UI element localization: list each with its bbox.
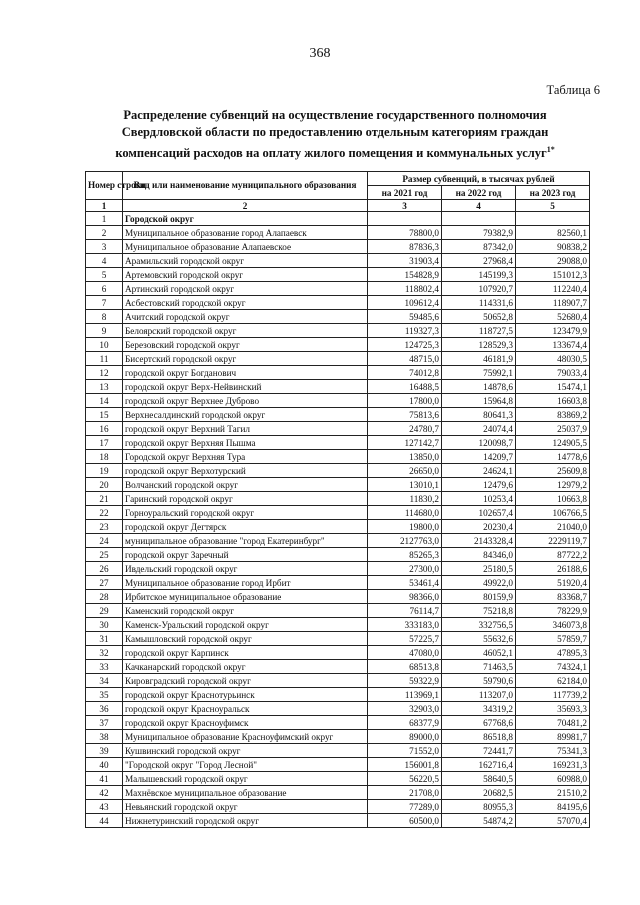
row-number-cell: 2	[86, 226, 123, 240]
row-number-cell: 26	[86, 562, 123, 576]
value-2023-cell: 151012,3	[516, 268, 590, 282]
value-2021-cell: 27300,0	[368, 562, 442, 576]
municipality-name-cell: городской округ Дегтярск	[123, 520, 368, 534]
value-2022-cell: 46052,1	[442, 646, 516, 660]
value-2022-cell: 75992,1	[442, 366, 516, 380]
table-row	[86, 758, 590, 772]
municipality-name-cell: муниципальное образование "город Екатеринбург"	[123, 534, 368, 548]
table-row	[86, 352, 590, 366]
value-2023-cell: 118907,7	[516, 296, 590, 310]
value-2021-cell: 24780,7	[368, 422, 442, 436]
value-2023-cell: 78229,9	[516, 604, 590, 618]
table-row	[86, 240, 590, 254]
value-2023-cell: 57070,4	[516, 814, 590, 828]
value-2021-cell: 75813,6	[368, 408, 442, 422]
value-2023-cell: 16603,8	[516, 394, 590, 408]
value-2022-cell: 12479,6	[442, 478, 516, 492]
value-2023-cell: 87722,2	[516, 548, 590, 562]
table-row	[86, 730, 590, 744]
value-2022-cell: 59790,6	[442, 674, 516, 688]
value-2021-cell: 13850,0	[368, 450, 442, 464]
row-number-cell: 23	[86, 520, 123, 534]
municipality-name-cell: городской округ Верхний Тагил	[123, 422, 368, 436]
value-2022-cell: 102657,4	[442, 506, 516, 520]
table-row	[86, 366, 590, 380]
table-body	[86, 212, 590, 828]
value-2023-cell: 123479,9	[516, 324, 590, 338]
municipality-name-cell: Нижнетуринский городской округ	[123, 814, 368, 828]
value-2021-cell: 68377,9	[368, 716, 442, 730]
table-header	[86, 172, 590, 212]
value-2021-cell: 16488,5	[368, 380, 442, 394]
value-2023-cell: 112240,4	[516, 282, 590, 296]
header-municipality-name: Вид или наименование муниципального образования	[123, 172, 368, 200]
table-row	[86, 506, 590, 520]
municipality-name-cell: городской округ Красноуральск	[123, 702, 368, 716]
value-2021-cell: 85265,3	[368, 548, 442, 562]
row-number-cell: 6	[86, 282, 123, 296]
value-2023-cell: 35693,3	[516, 702, 590, 716]
municipality-name-cell: Каменский городской округ	[123, 604, 368, 618]
value-2022-cell: 24074,4	[442, 422, 516, 436]
row-number-cell: 10	[86, 338, 123, 352]
value-2021-cell: 13010,1	[368, 478, 442, 492]
table-row	[86, 226, 590, 240]
row-number-cell: 1	[86, 212, 123, 226]
table-row	[86, 786, 590, 800]
table-row	[86, 212, 590, 226]
table-row	[86, 688, 590, 702]
municipality-name-cell: "Городской округ "Город Лесной"	[123, 758, 368, 772]
value-2023-cell: 124905,5	[516, 436, 590, 450]
table-row	[86, 492, 590, 506]
value-2021-cell: 119327,3	[368, 324, 442, 338]
value-2022-cell: 332756,5	[442, 618, 516, 632]
value-2021-cell: 71552,0	[368, 744, 442, 758]
value-2022-cell: 145199,3	[442, 268, 516, 282]
value-2022-cell: 118727,5	[442, 324, 516, 338]
municipality-name-cell: Горноуральский городской округ	[123, 506, 368, 520]
row-number-cell: 7	[86, 296, 123, 310]
value-2022-cell: 162716,4	[442, 758, 516, 772]
table-row	[86, 268, 590, 282]
value-2022-cell: 79382,9	[442, 226, 516, 240]
value-2021-cell: 21708,0	[368, 786, 442, 800]
value-2021-cell: 31903,4	[368, 254, 442, 268]
municipality-name-cell: городской округ Верхнее Дуброво	[123, 394, 368, 408]
value-2021-cell: 77289,0	[368, 800, 442, 814]
table-row	[86, 660, 590, 674]
header-year-2021: на 2021 год	[368, 186, 442, 200]
value-2023-cell: 29088,0	[516, 254, 590, 268]
value-2022-cell: 25180,5	[442, 562, 516, 576]
value-2023-cell: 21040,0	[516, 520, 590, 534]
header-col-index-4: 4	[442, 200, 516, 212]
value-2021-cell: 74012,8	[368, 366, 442, 380]
value-2022-cell: 128529,3	[442, 338, 516, 352]
value-2023-cell: 25037,9	[516, 422, 590, 436]
municipality-name-cell: Качканарский городской округ	[123, 660, 368, 674]
municipality-name-cell: Муниципальное образование Красноуфимский округ	[123, 730, 368, 744]
value-2023-cell: 70481,2	[516, 716, 590, 730]
table-row	[86, 338, 590, 352]
value-2023-cell: 84195,6	[516, 800, 590, 814]
value-2022-cell: 20230,4	[442, 520, 516, 534]
municipality-name-cell: городской округ Верх-Нейвинский	[123, 380, 368, 394]
municipality-name-cell: Березовский городской округ	[123, 338, 368, 352]
row-number-cell: 5	[86, 268, 123, 282]
value-2021-cell: 156001,8	[368, 758, 442, 772]
table-row	[86, 562, 590, 576]
header-col-index-1: 1	[86, 200, 123, 212]
value-2022-cell: 55632,6	[442, 632, 516, 646]
municipality-name-cell: Муниципальное образование Алапаевское	[123, 240, 368, 254]
value-2021-cell: 109612,4	[368, 296, 442, 310]
value-2022-cell: 107920,7	[442, 282, 516, 296]
value-2021-cell: 89000,0	[368, 730, 442, 744]
value-2021-cell	[368, 212, 442, 226]
table-row	[86, 408, 590, 422]
value-2023-cell: 90838,2	[516, 240, 590, 254]
header-col-index-2: 2	[123, 200, 368, 212]
value-2023-cell: 117739,2	[516, 688, 590, 702]
value-2023-cell: 83869,2	[516, 408, 590, 422]
value-2023-cell: 47895,3	[516, 646, 590, 660]
municipality-name-cell: Кировградский городской округ	[123, 674, 368, 688]
header-subsidy-size: Размер субвенций, в тысячах рублей	[368, 172, 590, 186]
value-2021-cell: 78800,0	[368, 226, 442, 240]
value-2022-cell: 14209,7	[442, 450, 516, 464]
header-year-2022: на 2022 год	[442, 186, 516, 200]
municipality-name-cell: городской округ Красноуфимск	[123, 716, 368, 730]
table-row	[86, 282, 590, 296]
row-number-cell: 40	[86, 758, 123, 772]
row-number-cell: 15	[86, 408, 123, 422]
row-number-cell: 25	[86, 548, 123, 562]
table-row	[86, 324, 590, 338]
title-footnote-mark: 1*	[546, 145, 555, 154]
value-2022-cell	[442, 212, 516, 226]
municipality-name-cell: Верхнесалдинский городской округ	[123, 408, 368, 422]
table-row	[86, 674, 590, 688]
row-number-cell: 36	[86, 702, 123, 716]
value-2021-cell: 98366,0	[368, 590, 442, 604]
value-2022-cell: 67768,6	[442, 716, 516, 730]
value-2021-cell: 57225,7	[368, 632, 442, 646]
value-2023-cell: 57859,7	[516, 632, 590, 646]
municipality-name-cell: городской округ Карпинск	[123, 646, 368, 660]
value-2023-cell: 82560,1	[516, 226, 590, 240]
value-2021-cell: 11830,2	[368, 492, 442, 506]
table-row	[86, 646, 590, 660]
row-number-cell: 21	[86, 492, 123, 506]
value-2021-cell: 53461,4	[368, 576, 442, 590]
table-row	[86, 478, 590, 492]
row-number-cell: 35	[86, 688, 123, 702]
table-row	[86, 464, 590, 478]
value-2022-cell: 80641,3	[442, 408, 516, 422]
value-2021-cell: 19800,0	[368, 520, 442, 534]
value-2022-cell: 10253,4	[442, 492, 516, 506]
row-number-cell: 18	[86, 450, 123, 464]
municipality-name-cell: Муниципальное образование город Ирбит	[123, 576, 368, 590]
municipality-name-cell: Бисертский городской округ	[123, 352, 368, 366]
header-year-2023: на 2023 год	[516, 186, 590, 200]
table-row	[86, 436, 590, 450]
row-number-cell: 29	[86, 604, 123, 618]
value-2021-cell: 127142,7	[368, 436, 442, 450]
municipality-name-cell: Каменск-Уральский городской округ	[123, 618, 368, 632]
municipality-name-cell: Асбестовский городской округ	[123, 296, 368, 310]
row-number-cell: 12	[86, 366, 123, 380]
value-2023-cell: 25609,8	[516, 464, 590, 478]
value-2021-cell: 26650,0	[368, 464, 442, 478]
document-title	[95, 107, 575, 162]
value-2022-cell: 80159,9	[442, 590, 516, 604]
row-number-cell: 11	[86, 352, 123, 366]
value-2023-cell: 74324,1	[516, 660, 590, 674]
municipality-name-cell: Муниципальное образование город Алапаевск	[123, 226, 368, 240]
value-2022-cell: 46181,9	[442, 352, 516, 366]
table-row	[86, 744, 590, 758]
value-2022-cell: 84346,0	[442, 548, 516, 562]
table-row	[86, 702, 590, 716]
value-2023-cell: 12979,2	[516, 478, 590, 492]
municipality-name-cell: Белоярский городской округ	[123, 324, 368, 338]
value-2023-cell: 26188,6	[516, 562, 590, 576]
municipality-name-cell: Волчанский городской округ	[123, 478, 368, 492]
value-2022-cell: 87342,0	[442, 240, 516, 254]
value-2023-cell: 10663,8	[516, 492, 590, 506]
page-number: 368	[309, 46, 331, 61]
value-2021-cell: 118802,4	[368, 282, 442, 296]
value-2023-cell: 79033,4	[516, 366, 590, 380]
row-number-cell: 13	[86, 380, 123, 394]
value-2021-cell: 68513,8	[368, 660, 442, 674]
row-number-cell: 43	[86, 800, 123, 814]
table-row	[86, 394, 590, 408]
row-number-cell: 42	[86, 786, 123, 800]
table-row	[86, 604, 590, 618]
value-2021-cell: 60500,0	[368, 814, 442, 828]
municipality-name-cell: городской округ Верхотурский	[123, 464, 368, 478]
value-2021-cell: 114680,0	[368, 506, 442, 520]
value-2023-cell: 15474,1	[516, 380, 590, 394]
municipality-name-cell: Ирбитское муниципальное образование	[123, 590, 368, 604]
value-2023-cell: 346073,8	[516, 618, 590, 632]
value-2021-cell: 32903,0	[368, 702, 442, 716]
value-2023-cell: 106766,5	[516, 506, 590, 520]
table-row	[86, 310, 590, 324]
table-row	[86, 296, 590, 310]
value-2021-cell: 48715,0	[368, 352, 442, 366]
subsidies-table	[85, 171, 590, 828]
municipality-name-cell: Камышловский городской округ	[123, 632, 368, 646]
value-2023-cell: 133674,4	[516, 338, 590, 352]
row-number-cell: 28	[86, 590, 123, 604]
table-row	[86, 576, 590, 590]
table-row	[86, 548, 590, 562]
value-2022-cell: 50652,8	[442, 310, 516, 324]
value-2022-cell: 80955,3	[442, 800, 516, 814]
value-2023-cell: 83368,7	[516, 590, 590, 604]
value-2022-cell: 71463,5	[442, 660, 516, 674]
value-2022-cell: 34319,2	[442, 702, 516, 716]
value-2022-cell: 86518,8	[442, 730, 516, 744]
value-2021-cell: 56220,5	[368, 772, 442, 786]
municipality-name-cell: Городской округ	[123, 212, 368, 226]
table-row	[86, 632, 590, 646]
value-2021-cell: 124725,3	[368, 338, 442, 352]
value-2022-cell: 120098,7	[442, 436, 516, 450]
table-row	[86, 590, 590, 604]
table-row	[86, 534, 590, 548]
row-number-cell: 24	[86, 534, 123, 548]
municipality-name-cell: Артемовский городской округ	[123, 268, 368, 282]
value-2021-cell: 59485,6	[368, 310, 442, 324]
value-2021-cell: 2127763,0	[368, 534, 442, 548]
value-2022-cell: 14878,6	[442, 380, 516, 394]
value-2022-cell: 54874,2	[442, 814, 516, 828]
value-2021-cell: 47080,0	[368, 646, 442, 660]
table-row	[86, 380, 590, 394]
value-2023-cell: 2229119,7	[516, 534, 590, 548]
table-row	[86, 814, 590, 828]
value-2023-cell: 75341,3	[516, 744, 590, 758]
table-row	[86, 772, 590, 786]
value-2021-cell: 87836,3	[368, 240, 442, 254]
municipality-name-cell: Арамильский городской округ	[123, 254, 368, 268]
table-row	[86, 618, 590, 632]
row-number-cell: 17	[86, 436, 123, 450]
value-2022-cell: 24624,1	[442, 464, 516, 478]
value-2022-cell: 15964,8	[442, 394, 516, 408]
value-2023-cell	[516, 212, 590, 226]
row-number-cell: 37	[86, 716, 123, 730]
value-2022-cell: 72441,7	[442, 744, 516, 758]
municipality-name-cell: Артинский городской округ	[123, 282, 368, 296]
municipality-name-cell: Городской округ Верхняя Тура	[123, 450, 368, 464]
value-2022-cell: 58640,5	[442, 772, 516, 786]
value-2022-cell: 2143328,4	[442, 534, 516, 548]
row-number-cell: 19	[86, 464, 123, 478]
value-2023-cell: 169231,3	[516, 758, 590, 772]
header-col-index-5: 5	[516, 200, 590, 212]
table-row	[86, 422, 590, 436]
value-2022-cell: 27968,4	[442, 254, 516, 268]
value-2021-cell: 113969,1	[368, 688, 442, 702]
municipality-name-cell: городской округ Богданович	[123, 366, 368, 380]
municipality-name-cell: Ачитский городской округ	[123, 310, 368, 324]
row-number-cell: 33	[86, 660, 123, 674]
title-line: Распределение субвенций на осуществление государственного полномочия	[123, 108, 547, 122]
municipality-name-cell: Малышевский городской округ	[123, 772, 368, 786]
value-2023-cell: 52680,4	[516, 310, 590, 324]
table-row	[86, 716, 590, 730]
row-number-cell: 44	[86, 814, 123, 828]
table-row	[86, 450, 590, 464]
row-number-cell: 8	[86, 310, 123, 324]
value-2022-cell: 49922,0	[442, 576, 516, 590]
title-line-text: компенсаций расходов на оплату жилого помещения и коммунальных услуг	[115, 146, 547, 161]
table-row	[86, 800, 590, 814]
row-number-cell: 3	[86, 240, 123, 254]
value-2021-cell: 76114,7	[368, 604, 442, 618]
row-number-cell: 41	[86, 772, 123, 786]
table-row	[86, 254, 590, 268]
municipality-name-cell: Невьянский городской округ	[123, 800, 368, 814]
row-number-cell: 31	[86, 632, 123, 646]
header-row-number: Номер строки	[86, 172, 123, 200]
value-2021-cell: 154828,9	[368, 268, 442, 282]
value-2023-cell: 89981,7	[516, 730, 590, 744]
row-number-cell: 14	[86, 394, 123, 408]
value-2023-cell: 51920,4	[516, 576, 590, 590]
row-number-cell: 27	[86, 576, 123, 590]
row-number-cell: 34	[86, 674, 123, 688]
row-number-cell: 20	[86, 478, 123, 492]
value-2023-cell: 21510,2	[516, 786, 590, 800]
value-2021-cell: 17800,0	[368, 394, 442, 408]
title-line	[95, 141, 575, 162]
value-2022-cell: 113207,0	[442, 688, 516, 702]
row-number-cell: 38	[86, 730, 123, 744]
row-number-cell: 30	[86, 618, 123, 632]
value-2023-cell: 48030,5	[516, 352, 590, 366]
value-2022-cell: 75218,8	[442, 604, 516, 618]
municipality-name-cell: Махнёвское муниципальное образование	[123, 786, 368, 800]
value-2022-cell: 20682,5	[442, 786, 516, 800]
municipality-name-cell: городской округ Верхняя Пышма	[123, 436, 368, 450]
value-2023-cell: 62184,0	[516, 674, 590, 688]
municipality-name-cell: Ивдельский городской округ	[123, 562, 368, 576]
table-label: Таблица 6	[546, 83, 600, 97]
municipality-name-cell: Кушвинский городской округ	[123, 744, 368, 758]
row-number-cell: 16	[86, 422, 123, 436]
value-2021-cell: 333183,0	[368, 618, 442, 632]
header-col-index-3: 3	[368, 200, 442, 212]
row-number-cell: 22	[86, 506, 123, 520]
table-row	[86, 520, 590, 534]
value-2022-cell: 114331,6	[442, 296, 516, 310]
value-2021-cell: 59322,9	[368, 674, 442, 688]
municipality-name-cell: Гаринский городской округ	[123, 492, 368, 506]
row-number-cell: 39	[86, 744, 123, 758]
row-number-cell: 4	[86, 254, 123, 268]
row-number-cell: 9	[86, 324, 123, 338]
title-line: Свердловской области по предоставлению отдельным категориям граждан	[121, 125, 549, 139]
row-number-cell: 32	[86, 646, 123, 660]
value-2023-cell: 14778,6	[516, 450, 590, 464]
municipality-name-cell: городской округ Заречный	[123, 548, 368, 562]
value-2023-cell: 60988,0	[516, 772, 590, 786]
municipality-name-cell: городской округ Краснотурьинск	[123, 688, 368, 702]
